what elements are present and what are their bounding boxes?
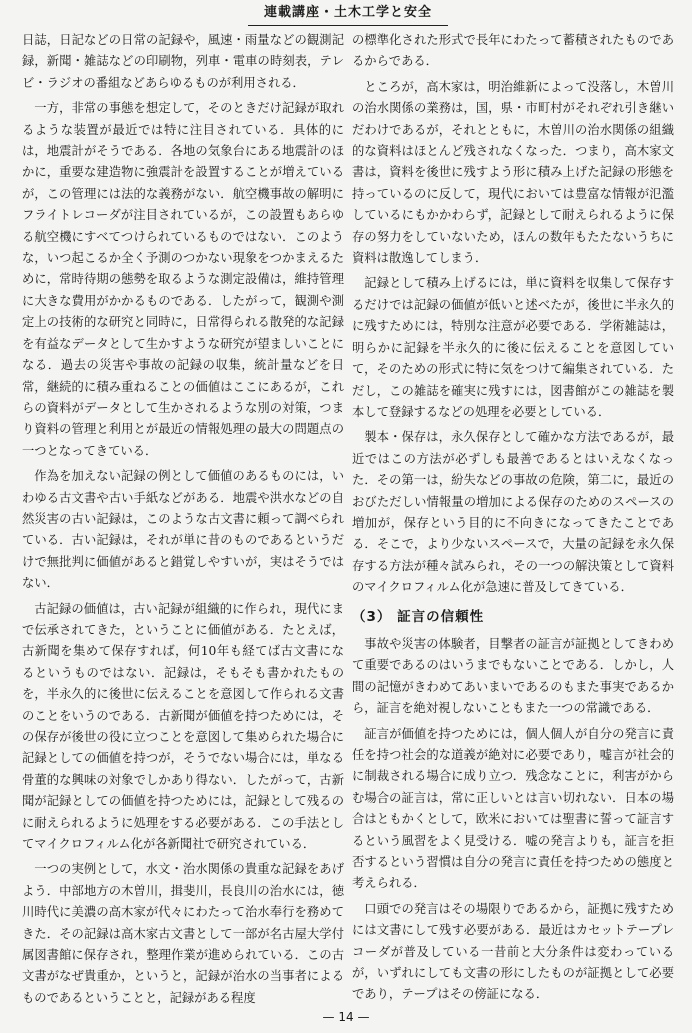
header-rule: [248, 25, 448, 26]
running-header: [248, 4, 448, 26]
paragraph: 口頭での発言はその場限りであるから，証拠に残すためには文書にして残す必要がある．最近はカセットテープレコーダが普及している一昔前と大分条件は変わっているが，いずれにしても文書の形にしたものが証拠として必要であり，テープはその傍証になる．: [352, 901, 674, 1002]
paragraph: ところが，高木家は，明治維新によって没落し，木曽川の治水関係の業務は，国，県・市町村がそれぞれ引き継いだわけであるが，それとともに，木曽川の治水関係の組織的な資料はほとんど残されなくなった．つまり，高木家文書は，資料を後世に残すよう形に積み上げた記録の形態を持っているのに反して，現代においては豊富な情報が氾濫しているにもかかわらず，記録として耐えられるように保存の努力をしていないため，ほんの数年もたたないうちに資料は散逸してしまう．: [352, 79, 674, 266]
paragraph: の標準化された形式で長年にわたって蓄積されたものであるからである．: [352, 33, 674, 69]
section-heading: （3） 証言の信頼性: [352, 608, 485, 625]
paragraph: 一方，非常の事態を想定して，そのときだけ記録が取れるような装置が最近では特に注目されている．具体的には，地震計がそうである．各地の気象台にある地震計のほかに，重要な建造物に強震計を設置することが増えているが，この管理には法的な義務がない．航空機事故の解明にフライトレコーダが注目されているが，この設置もあらゆる航空機にすべてつけられているものではない．このような，いつ起こるか全く予測のつかない現象をつかまえるために，常時待期の態勢を取るような測定設備は，維持管理に大きな費用がかかるものである．したがって，観測や測定上の技術的な研究と同時に，日常得られる散発的な記録を有益なデータとして生かすような研究が望ましいことになる．過去の災害や事故の記録の収集，統計量などを日常，継続的に積み重ねることの価値はここにあるが，これらの資料がデータとして生かされるような別の対策，つまり資料の管理と利用とが最近の情報処理の最大の問題点の一つとなってきている．: [22, 101, 344, 458]
left-column: [22, 30, 344, 1013]
paragraph: 事故や災害の体験者，目撃者の証言が証拠としてきわめて重要であるのはいうまでもないことである．しかし，人間の記憶がきわめてあいまいであるのもまた事実であるから，証言を絶対視しないこともまた一つの常識である．: [352, 636, 674, 716]
paragraph: 製本・保存は，永久保存として確かな方法であるが，最近ではこの方法が必ずしも最善であるとはいえなくなった．その第一は，紛失などの事故の危険，第二に，最近のおびただしい情報量の増加による保存のためのスペースの増加が，保存という目的に不向きになってきたことである．そこで，より少ないスペースで，大量の記録を永久保存する方法が種々試みられ，その一つの解決策として資料のマイクロフィルム化が急速に普及してきている．: [352, 430, 674, 595]
paragraph: 作為を加えない記録の例として価値のあるものには，いわゆる古文書や古い手紙などがある．地震や洪水などの自然災害の古い記録は，このような古文書に頼って調べられている．古い記録は，それが単に昔のものであるというだけで無批判に価値があると錯覚しやすいが，実はそうではない．: [22, 469, 344, 591]
right-column: [352, 30, 674, 1010]
paragraph: 証言が価値を持つためには，個人個人が自分の発言に責任を持つ社会的な道義が絶対に必要であり，嘘言が社会的に制裁される場合に成り立つ．残念なことに，利害がからむ場合の証言は，常に正しいとは言い切れない．日本の場合はともかくとして，欧米においては聖書に誓って証言するという風習をよく見受ける．嘘の発言よりも，証言を拒否するという習慣は自分の発言に責任を持つための態度と考えられる．: [352, 726, 674, 891]
paragraph: 記録として積み上げるには，単に資料を収集して保存するだけでは記録の価値が低いと述べたが，後世に半永久的に残すためには，特別な注意が必要である．学術雑誌は，明らかに記録を半永久的に後に伝えることを意図していて，そのための形式に特に気をつけて編集されている．ただし，この雑誌を確実に残すには，図書館がこの雑誌を製本して登録するなどの処理を必要としている．: [352, 276, 674, 419]
page-number: — 14 —: [322, 1010, 370, 1024]
paragraph: 一つの実例として，水文・治水関係の貴重な記録をあげよう．中部地方の木曽川，揖斐川，長良川の治水には，徳川時代に美濃の高木家が代々にわたって治水奉行を務めてきた．その記録は高木家古文書として一部が名古屋大学付属図書館に保存され，整理作業が進められている．この古文書がなぜ貴重か，というと，記録が治水の当事者によるものであるということと，記録がある程度: [22, 862, 344, 1005]
paragraph: 古記録の価値は，古い記録が組織的に作られ，現代にまで伝承されてきた，ということに価値がある．たとえば，古新聞を集めて保存すれば，何10年も経てば古文書になるというものではない．記録は，そもそも書かれたものを，半永久的に後世に伝えることを意図して作られる文書のことをいうのである．古新聞が価値を持つためには，その保存が後世の役に立つことを意図して集められた場合に記録としての価値を持つが，そうでない場合には，単なる骨董的な興味の対象でしかあり得ない．したがって，古新聞が記録としての価値を持つためには，記録として残るのに耐えられるように処理をする必要がある．この手法としてマイクロフィルム化が各新聞社で研究されている．: [22, 601, 344, 852]
header-title: 連載講座・土木工学と安全: [263, 5, 432, 20]
paragraph: 日誌，日記などの日常の記録や，風速・雨量などの観測記録，新聞・雑誌などの印刷物，列車・電車の時刻表，テレビ・ラジオの番組などあらゆるものが利用される．: [22, 33, 344, 90]
